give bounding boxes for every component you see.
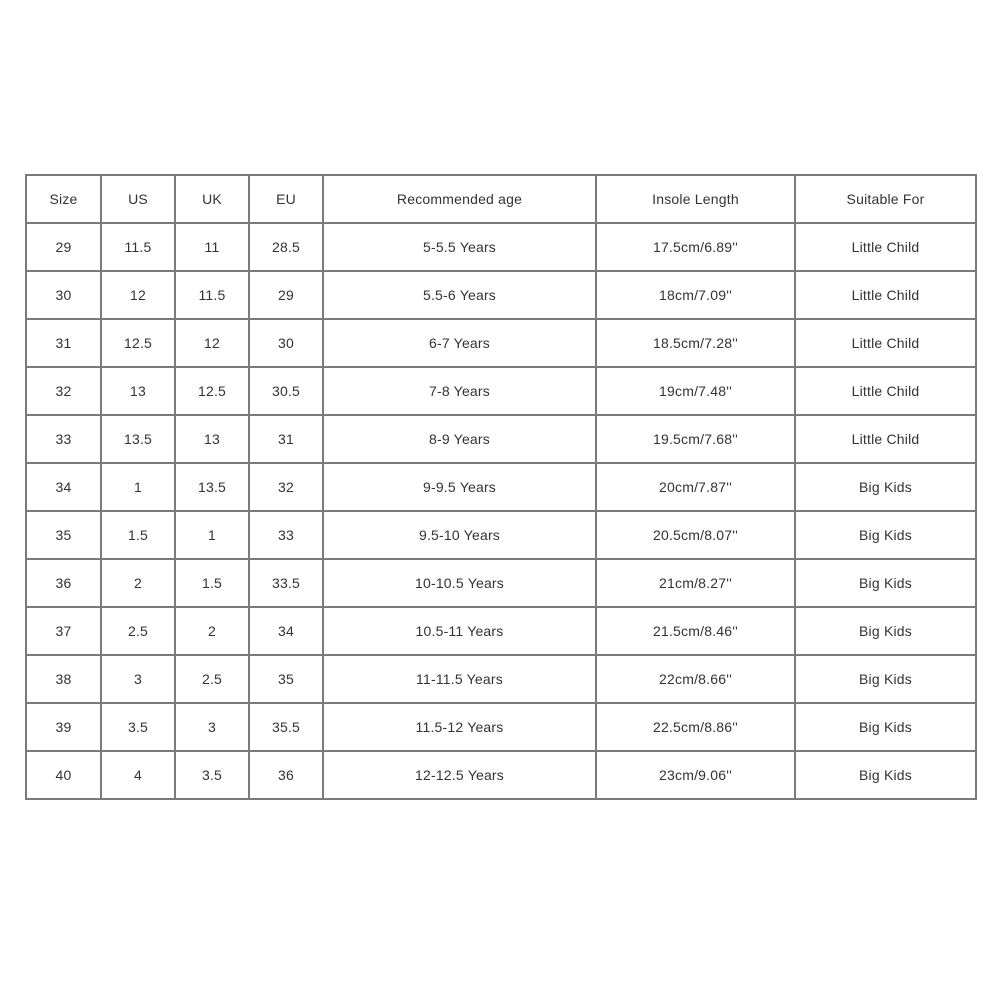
cell-us: 3.5 <box>101 703 175 751</box>
cell-us: 12.5 <box>101 319 175 367</box>
cell-suitable-for: Little Child <box>795 271 976 319</box>
cell-size: 31 <box>26 319 101 367</box>
cell-eu: 30.5 <box>249 367 323 415</box>
cell-size: 30 <box>26 271 101 319</box>
cell-recommended-age: 10.5-11 Years <box>323 607 596 655</box>
cell-size: 29 <box>26 223 101 271</box>
table-row <box>26 271 976 319</box>
header-row <box>26 175 976 223</box>
cell-uk: 11.5 <box>175 271 249 319</box>
table-row <box>26 319 976 367</box>
cell-uk: 12.5 <box>175 367 249 415</box>
header-eu: EU <box>249 175 323 223</box>
cell-suitable-for: Big Kids <box>795 607 976 655</box>
cell-suitable-for: Big Kids <box>795 463 976 511</box>
cell-recommended-age: 7-8 Years <box>323 367 596 415</box>
header-uk: UK <box>175 175 249 223</box>
cell-recommended-age: 10-10.5 Years <box>323 559 596 607</box>
cell-size: 38 <box>26 655 101 703</box>
table-row <box>26 607 976 655</box>
cell-suitable-for: Little Child <box>795 367 976 415</box>
cell-insole-length: 21.5cm/8.46'' <box>596 607 795 655</box>
cell-size: 34 <box>26 463 101 511</box>
cell-eu: 34 <box>249 607 323 655</box>
cell-size: 37 <box>26 607 101 655</box>
cell-eu: 36 <box>249 751 323 799</box>
cell-size: 40 <box>26 751 101 799</box>
table-row <box>26 655 976 703</box>
cell-uk: 2.5 <box>175 655 249 703</box>
cell-size: 36 <box>26 559 101 607</box>
cell-us: 12 <box>101 271 175 319</box>
cell-recommended-age: 6-7 Years <box>323 319 596 367</box>
cell-uk: 12 <box>175 319 249 367</box>
cell-insole-length: 22.5cm/8.86'' <box>596 703 795 751</box>
cell-recommended-age: 11-11.5 Years <box>323 655 596 703</box>
cell-recommended-age: 5.5-6 Years <box>323 271 596 319</box>
table-row <box>26 223 976 271</box>
table-row <box>26 415 976 463</box>
cell-recommended-age: 8-9 Years <box>323 415 596 463</box>
cell-recommended-age: 9-9.5 Years <box>323 463 596 511</box>
cell-insole-length: 17.5cm/6.89'' <box>596 223 795 271</box>
cell-size: 35 <box>26 511 101 559</box>
cell-insole-length: 19.5cm/7.68'' <box>596 415 795 463</box>
cell-suitable-for: Little Child <box>795 319 976 367</box>
cell-us: 2.5 <box>101 607 175 655</box>
cell-uk: 13.5 <box>175 463 249 511</box>
cell-uk: 11 <box>175 223 249 271</box>
cell-uk: 13 <box>175 415 249 463</box>
table-row <box>26 367 976 415</box>
cell-uk: 1 <box>175 511 249 559</box>
cell-suitable-for: Little Child <box>795 415 976 463</box>
cell-eu: 28.5 <box>249 223 323 271</box>
cell-eu: 30 <box>249 319 323 367</box>
cell-insole-length: 20cm/7.87'' <box>596 463 795 511</box>
cell-us: 2 <box>101 559 175 607</box>
cell-eu: 33.5 <box>249 559 323 607</box>
cell-uk: 1.5 <box>175 559 249 607</box>
header-suitable-for: Suitable For <box>795 175 976 223</box>
header-size: Size <box>26 175 101 223</box>
cell-uk: 3.5 <box>175 751 249 799</box>
size-chart-table <box>25 174 977 800</box>
cell-eu: 33 <box>249 511 323 559</box>
cell-eu: 32 <box>249 463 323 511</box>
table-row <box>26 559 976 607</box>
header-insole-length: Insole Length <box>596 175 795 223</box>
header-us: US <box>101 175 175 223</box>
cell-insole-length: 20.5cm/8.07'' <box>596 511 795 559</box>
size-chart-header <box>26 175 976 223</box>
cell-recommended-age: 9.5-10 Years <box>323 511 596 559</box>
cell-uk: 3 <box>175 703 249 751</box>
cell-us: 13 <box>101 367 175 415</box>
cell-insole-length: 23cm/9.06'' <box>596 751 795 799</box>
table-row <box>26 751 976 799</box>
cell-recommended-age: 12-12.5 Years <box>323 751 596 799</box>
cell-us: 13.5 <box>101 415 175 463</box>
cell-insole-length: 18.5cm/7.28'' <box>596 319 795 367</box>
cell-uk: 2 <box>175 607 249 655</box>
cell-us: 1.5 <box>101 511 175 559</box>
cell-suitable-for: Big Kids <box>795 511 976 559</box>
cell-size: 39 <box>26 703 101 751</box>
cell-eu: 31 <box>249 415 323 463</box>
cell-suitable-for: Big Kids <box>795 559 976 607</box>
size-chart-body <box>26 223 976 799</box>
cell-us: 4 <box>101 751 175 799</box>
cell-suitable-for: Big Kids <box>795 751 976 799</box>
table-row <box>26 703 976 751</box>
cell-us: 3 <box>101 655 175 703</box>
cell-suitable-for: Little Child <box>795 223 976 271</box>
table-row <box>26 511 976 559</box>
cell-recommended-age: 5-5.5 Years <box>323 223 596 271</box>
cell-suitable-for: Big Kids <box>795 655 976 703</box>
cell-insole-length: 22cm/8.66'' <box>596 655 795 703</box>
cell-insole-length: 21cm/8.27'' <box>596 559 795 607</box>
cell-eu: 29 <box>249 271 323 319</box>
cell-insole-length: 19cm/7.48'' <box>596 367 795 415</box>
cell-insole-length: 18cm/7.09'' <box>596 271 795 319</box>
cell-size: 33 <box>26 415 101 463</box>
cell-us: 11.5 <box>101 223 175 271</box>
cell-size: 32 <box>26 367 101 415</box>
header-recommended-age: Recommended age <box>323 175 596 223</box>
cell-us: 1 <box>101 463 175 511</box>
cell-eu: 35 <box>249 655 323 703</box>
table-row <box>26 463 976 511</box>
cell-suitable-for: Big Kids <box>795 703 976 751</box>
cell-eu: 35.5 <box>249 703 323 751</box>
cell-recommended-age: 11.5-12 Years <box>323 703 596 751</box>
